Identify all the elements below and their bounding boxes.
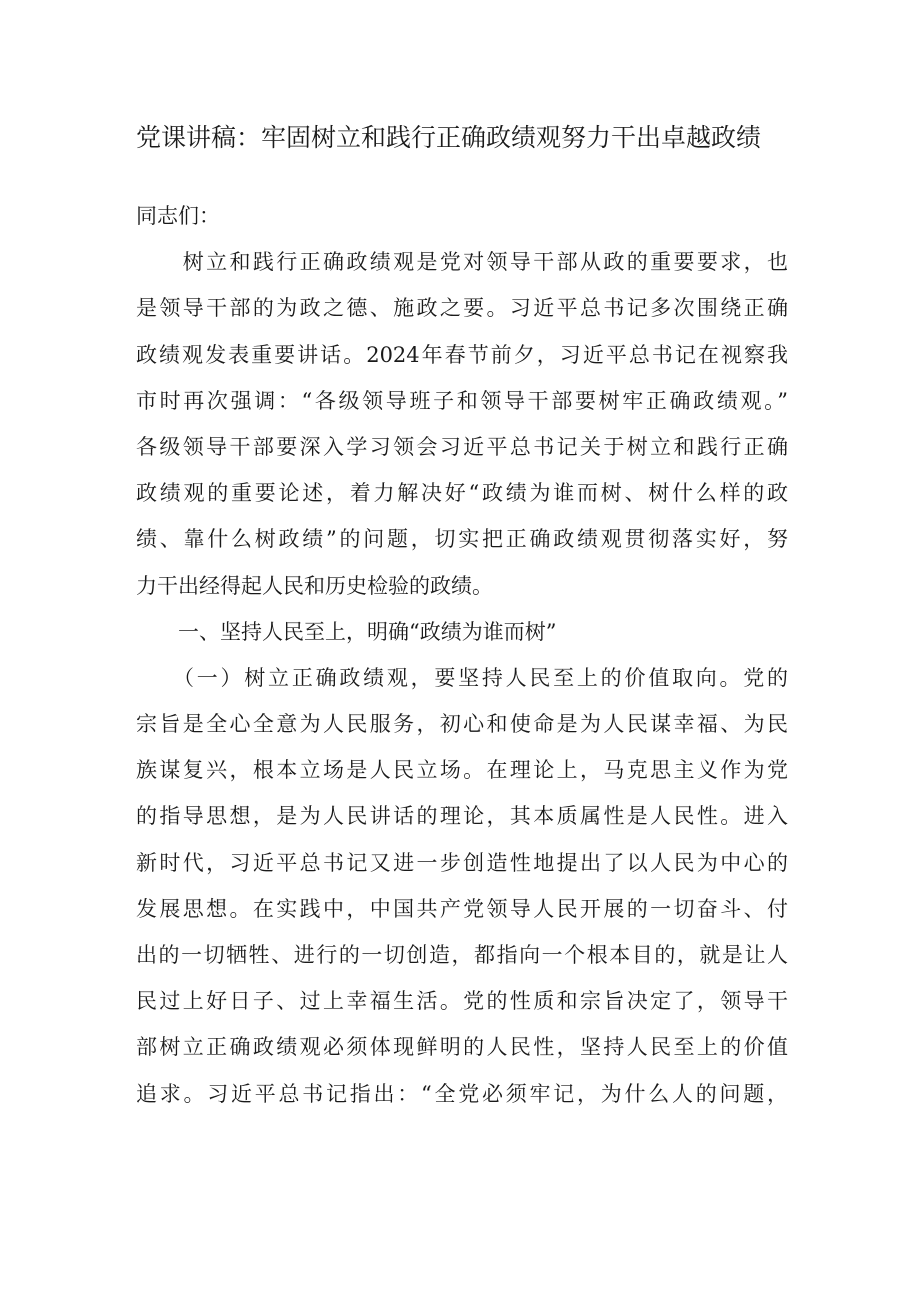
paragraph-line: 发展思想。在实践中，中国共产党领导人民开展的一切奋斗、付: [136, 896, 788, 921]
paragraph-line: 市时再次强调：“各级领导班子和领导干部要树牢正确政绩观。”: [136, 388, 788, 413]
paragraph-line: 绩、靠什么树政绩”的问题，切实把正确政绩观贯彻落实好，努: [136, 527, 788, 552]
paragraph-line: 的指导思想，是为人民讲话的理论，其本质属性是人民性。进入: [136, 804, 788, 829]
paragraph-line: 追求。习近平总书记指出：“全党必须牢记，为什么人的问题，: [136, 1081, 788, 1106]
paragraph-line: （一）树立正确政绩观，要坚持人民至上的价值取向。党的: [136, 665, 788, 690]
section-heading: 一、坚持人民至上，明确“政绩为谁而树”: [136, 619, 557, 644]
paragraph-line: 部树立正确政绩观必须体现鲜明的人民性，坚持人民至上的价值: [136, 1035, 788, 1060]
paragraph-line: 力干出经得起人民和历史检验的政绩。: [136, 573, 493, 598]
paragraph-line: 新时代，习近平总书记又进一步创造性地提出了以人民为中心的: [136, 850, 788, 875]
paragraph-line: 民过上好日子、过上幸福生活。党的性质和宗旨决定了，领导干: [136, 989, 788, 1014]
paragraph-line: 族谋复兴，根本立场是人民立场。在理论上，马克思主义作为党: [136, 758, 788, 783]
document-title: 党课讲稿：牢固树立和践行正确政绩观努力干出卓越政绩: [136, 123, 762, 152]
paragraph-line: 政绩观发表重要讲话。2024年春节前夕，习近平总书记在视察我: [136, 342, 788, 367]
salutation-line: 同志们：: [136, 204, 220, 228]
paragraph-line: 政绩观的重要论述，着力解决好“政绩为谁而树、树什么样的政: [136, 481, 788, 506]
paragraph-line: 各级领导干部要深入学习领会习近平总书记关于树立和践行正确: [136, 434, 788, 459]
document-body: [136, 193, 788, 1117]
paragraph-line: 宗旨是全心全意为人民服务，初心和使命是为人民谋幸福、为民: [136, 712, 788, 737]
paragraph-line: 出的一切牺牲、进行的一切创造，都指向一个根本目的，就是让人: [136, 943, 788, 967]
paragraph-line: 是领导干部的为政之德、施政之要。习近平总书记多次围绕正确: [136, 296, 788, 321]
paragraph-line: 树立和践行正确政绩观是党对领导干部从政的重要要求，也: [136, 250, 788, 275]
